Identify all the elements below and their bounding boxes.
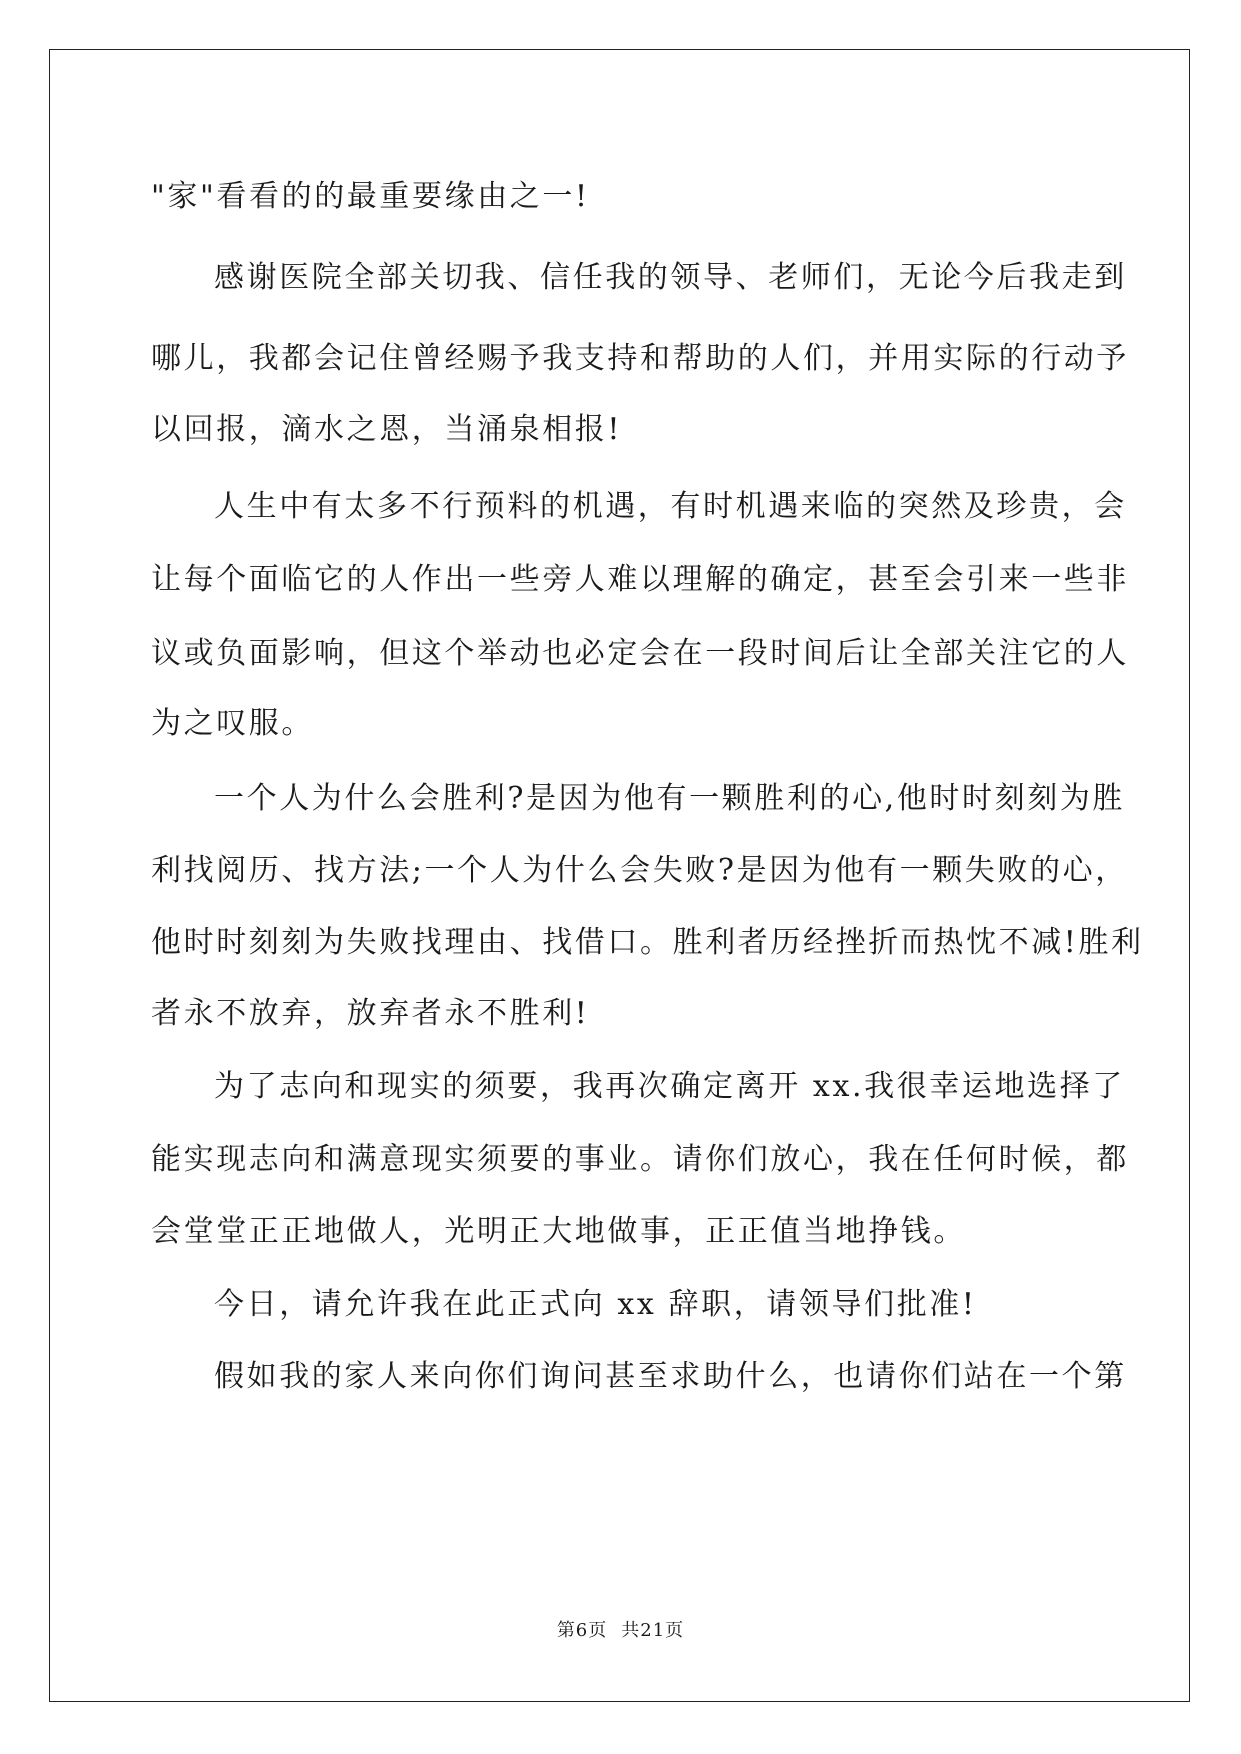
text-line: 感谢医院全部关切我、信任我的领导、老师们，无论今后我走到 — [214, 260, 1127, 295]
text-line: 他时时刻刻为失败找理由、找借口。胜利者历经挫折而热忱不减!胜利 — [151, 925, 1144, 960]
text-line: 以回报，滴水之恩，当涌泉相报! — [151, 412, 623, 447]
text-line: 会堂堂正正地做人，光明正大地做事，正正值当地挣钱。 — [151, 1214, 966, 1249]
text-line: 今日，请允许我在此正式向 xx 辞职，请领导们批准! — [214, 1287, 977, 1322]
text-line: "家"看看的的最重要缘由之一! — [151, 179, 590, 214]
text-line: 为了志向和现实的须要，我再次确定离开 xx.我很幸运地选择了 — [214, 1069, 1125, 1104]
text-line: 为之叹服。 — [151, 706, 314, 741]
text-line: 议或负面影响，但这个举动也必定会在一段时间后让全部关注它的人 — [151, 636, 1129, 671]
text-line: 能实现志向和满意现实须要的事业。请你们放心，我在任何时候，都 — [151, 1142, 1129, 1177]
text-line: 让每个面临它的人作出一些旁人难以理解的确定，甚至会引来一些非 — [151, 562, 1129, 597]
text-line: 人生中有太多不行预料的机遇，有时机遇来临的突然及珍贵，会 — [214, 489, 1127, 524]
page-total: 共21页 — [621, 1620, 685, 1641]
page-footer — [0, 1616, 1241, 1642]
text-line: 者永不放弃，放弃者永不胜利! — [151, 996, 590, 1031]
text-line: 假如我的家人来向你们询问甚至求助什么，也请你们站在一个第 — [214, 1359, 1127, 1394]
page-number: 第6页 — [556, 1620, 608, 1641]
text-line: 一个人为什么会胜利?是因为他有一颗胜利的心,他时时刻刻为胜 — [214, 781, 1126, 816]
text-line: 利找阅历、找方法;一个人为什么会失败?是因为他有一颗失败的心， — [151, 853, 1128, 888]
text-line: 哪儿，我都会记住曾经赐予我支持和帮助的人们，并用实际的行动予 — [151, 341, 1129, 376]
